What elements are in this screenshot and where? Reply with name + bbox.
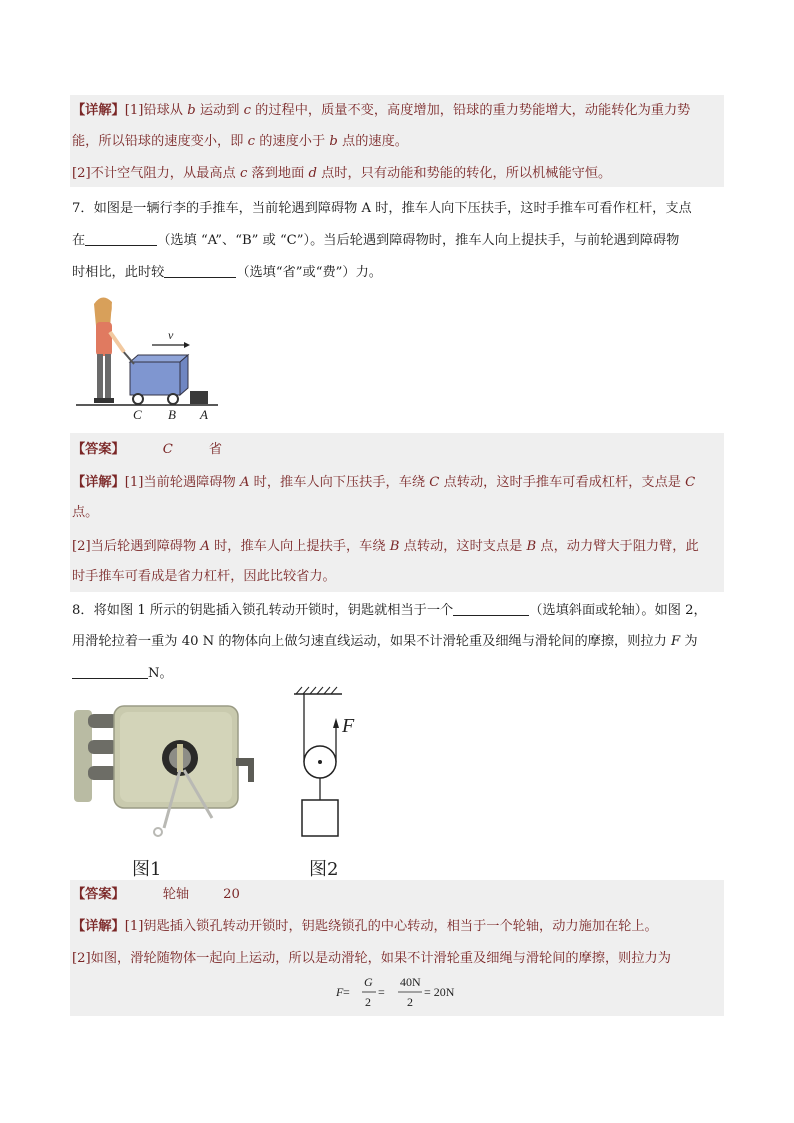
detail-tag: 【详解】	[72, 919, 125, 934]
label-a: A	[200, 407, 208, 422]
force-arrow	[333, 718, 339, 728]
q8-line-1: 8．将如图 1 所示的钥匙插入锁孔转动开锁时，钥匙就相当于一个 （选填斜面或轮轴）。如图 2，	[72, 603, 707, 618]
q6-detail-line-2: 能，所以铅球的速度变小，即 c 的速度小于 b 点的速度。	[72, 134, 408, 149]
q7-answer-2: 省	[208, 442, 223, 457]
answer-tag: 【答案】	[72, 442, 125, 457]
formula	[334, 972, 464, 1012]
load-block	[302, 800, 338, 836]
svg-text:G: G	[364, 975, 373, 989]
q7-detail-line-4: 时手推车可看成是省力杠杆，因此比较省力。	[72, 569, 336, 584]
q7-detail-line-2: 点。	[72, 505, 99, 520]
q7-blank-2[interactable]	[164, 263, 236, 278]
q8-answer-1: 轮轴	[162, 887, 190, 902]
q7-answer-line	[72, 440, 724, 460]
q7-line-2: 在 （选填 “A”、“B” 或 “C”）。当后轮遇到障碍物时，推车人向上提扶手，与前轮遇到障碍物	[72, 233, 680, 248]
q8-detail-line-1: 【详解】[1]钥匙插入锁孔转动开锁时，钥匙绕锁孔的中心转动，相当于一个轮轴，动力施加在轮上。	[72, 919, 658, 934]
label-c: C	[133, 407, 142, 422]
q7-line-3: 时相比，此时较 （选填“省”或“费”）力。	[72, 265, 382, 280]
wheel-b	[168, 394, 178, 404]
lock-figure	[72, 700, 268, 840]
q8-detail-line-2: [2]如图，滑轮随物体一起向上运动，所以是动滑轮，如果不计滑轮重及细绳与滑轮间的摩擦，则拉力为	[72, 951, 671, 966]
detail-tag: 【详解】	[72, 475, 125, 490]
key-shaft	[177, 744, 183, 772]
svg-text:= 20N: = 20N	[424, 985, 455, 999]
label-b: B	[168, 407, 176, 422]
velocity-label: v	[168, 328, 174, 342]
obstacle-block	[190, 391, 208, 404]
figure-1-caption: 图1	[132, 859, 162, 880]
q7-detail-line-3: [2]当后轮遇到障碍物 A 时，推车人向上提扶手，车绕 B 点转动，这时支点是 B 点，动力臂大于阻力臂，此	[72, 539, 699, 554]
q7-answer-1: C	[162, 442, 173, 457]
q8-blank-1[interactable]	[453, 601, 529, 616]
cart-box	[130, 362, 180, 395]
answer-tag: 【答案】	[72, 887, 125, 902]
svg-text:F: F	[336, 985, 344, 999]
svg-text:2: 2	[407, 995, 413, 1009]
pulley-figure	[288, 686, 368, 842]
q6-detail-line-3: [2]不计空气阻力，从最高点 c 落到地面 d 点时，只有动能和势能的转化，所以机械能守恒。	[72, 166, 612, 181]
svg-text:=: =	[378, 985, 385, 999]
q8-answer-2: 20	[223, 887, 240, 902]
svg-text:=: =	[343, 985, 350, 999]
svg-text:2: 2	[365, 995, 371, 1009]
handcart-figure	[72, 292, 222, 424]
q7-blank-1[interactable]	[85, 231, 157, 246]
q8-answer-line	[72, 885, 724, 905]
force-label: F	[342, 715, 355, 737]
detail-tag: 【详解】	[72, 103, 125, 118]
q7-detail-line-1: 【详解】[1]当前轮遇障碍物 A 时，推车人向下压扶手，车绕 C 点转动，这时手推车可看成杠杆，支点是 C	[72, 475, 696, 490]
q8-line-2: 用滑轮拉着一重为 40 N 的物体向上做匀速直线运动，如果不计滑轮重及细绳与滑轮间的摩擦，则拉力 F 为	[72, 634, 698, 649]
q8-blank-2[interactable]	[72, 664, 148, 679]
figure-2-caption: 图2	[309, 859, 339, 880]
person-body	[96, 322, 112, 356]
wheel-c	[133, 394, 143, 404]
q8-line-3: N。	[72, 664, 724, 684]
svg-text:40N: 40N	[400, 975, 421, 989]
q6-detail-line-1: 【详解】[1]铅球从 b 运动到 c 的过程中，质量不变，高度增加，铅球的重力势能增大，动能转化为重力势	[72, 103, 691, 118]
q7-line-1: 7．如图是一辆行李的手推车，当前轮遇到障碍物 A 时，推车人向下压扶手，这时手推车可看作杠杆，支点	[72, 201, 692, 216]
